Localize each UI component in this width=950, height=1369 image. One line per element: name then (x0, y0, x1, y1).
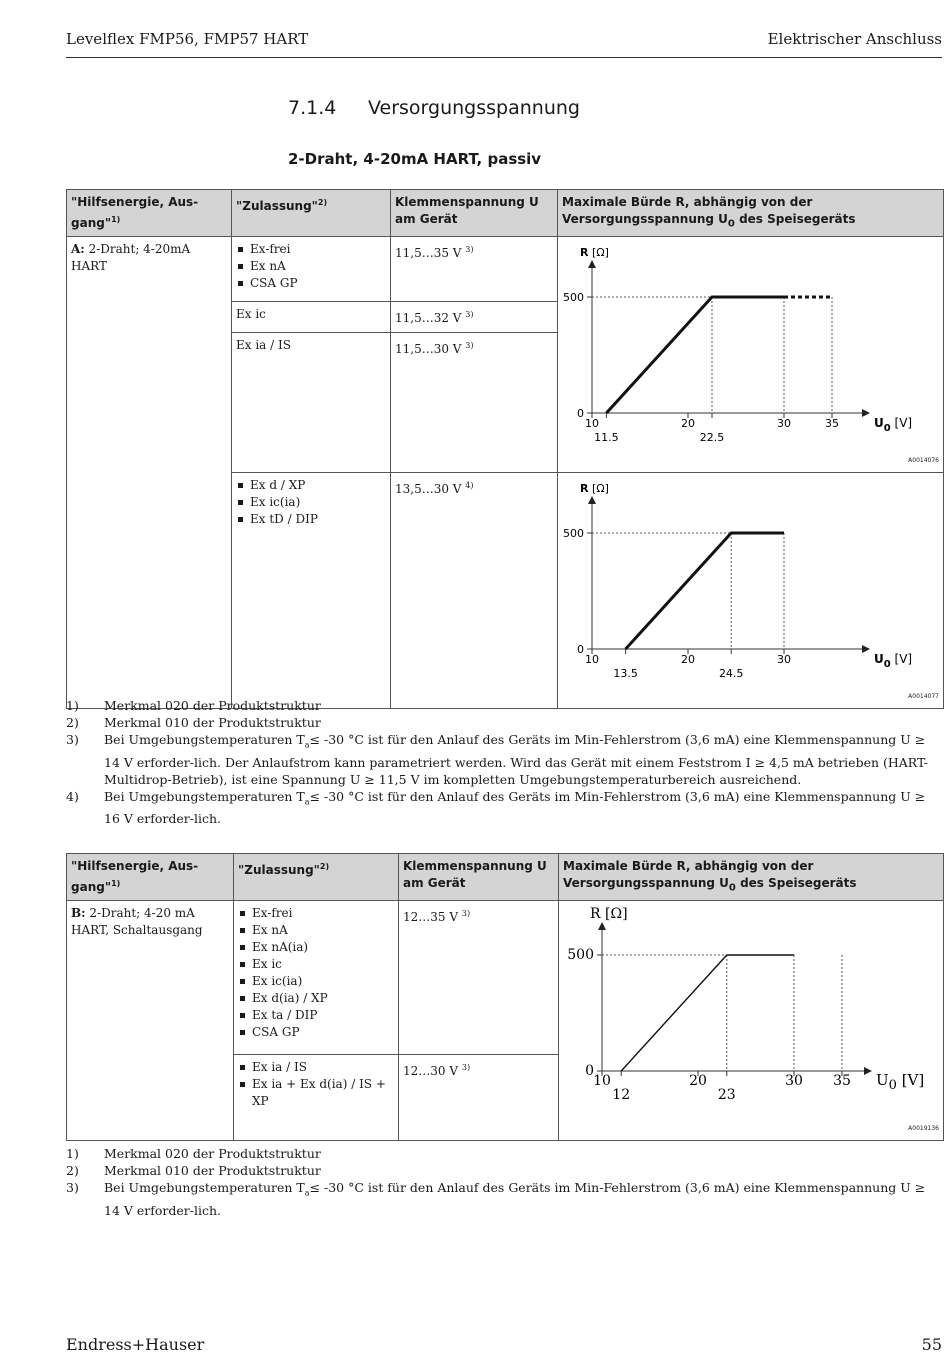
table-row (67, 901, 944, 1054)
footnote: 4) Bei Umgebungstemperaturen $T_a\le -30$ °C ist für den Anlauf des Geräts im Min-Fehlerstrom (3,6 mA) eine Klemmenspannung U ≥ 16 V erforder-lich. (66, 788, 926, 826)
x-extra-tick-label: 24.5 (718, 667, 744, 681)
list-item: Ex d / XP (236, 477, 386, 494)
footnote: 2) Merkmal 010 der Produktstruktur (66, 715, 321, 730)
x-extra-tick-label: 22.5 (699, 431, 725, 445)
header-terminal-voltage: Klemmenspannung U am Gerät (391, 190, 558, 237)
list-item: Ex-frei (236, 241, 386, 258)
load-chart-2 (562, 477, 946, 699)
footer-brand: Endress+Hauser (66, 1335, 205, 1354)
y-axis-arrow (588, 260, 596, 268)
x-tick-label: 20 (681, 653, 695, 667)
row-label-a: A: 2-Draht; 4-20mA HART (67, 237, 232, 709)
x-extra-tick-label: 13.5 (613, 667, 638, 681)
list-item: Ex nA (236, 258, 386, 275)
y-tick-label: 500 (563, 527, 584, 541)
footnote: 1) Merkmal 020 der Produktstruktur (66, 698, 321, 713)
list-item: Ex ia / IS (238, 1059, 394, 1076)
x-tick-label: 20 (689, 1073, 707, 1090)
header-max-load: Maximale Bürde R, abhängig von der Versorgungsspannung $U_0$ des Speisegeräts (558, 190, 944, 237)
header-power-output: "Hilfsenergie, Aus-gang"$^{1)}$ (67, 190, 232, 237)
supply-voltage-table-a (66, 189, 944, 709)
y-tick-label: 0 (577, 407, 584, 421)
approval-cell: Ex ia / IS (232, 333, 391, 473)
x-tick-label: 10 (585, 417, 599, 431)
figure-id: A0014076 (908, 457, 939, 465)
y-axis-label: R [Ω] (590, 906, 628, 923)
y-axis-arrow (588, 496, 596, 504)
running-header-chapter: Elektrischer Anschluss (767, 30, 942, 48)
x-axis-label: $U_0$ [V] (874, 652, 913, 671)
voltage-cell: 12…35 V $^{3)}$ (399, 901, 559, 1054)
x-tick-label: 30 (777, 417, 791, 431)
load-line (606, 297, 784, 413)
header-power-output: "Hilfsenergie, Aus-gang"$^{1)}$ (67, 854, 234, 901)
x-tick-label: 30 (785, 1073, 803, 1090)
list-item: Ex ta / DIP (238, 1007, 394, 1024)
footnotes-1 (66, 697, 936, 827)
section-heading (288, 97, 580, 119)
figure-id: A0019136 (908, 1125, 939, 1133)
voltage-cell: 11,5…35 V $^{3)}$ (391, 237, 558, 302)
header-rule (66, 57, 942, 58)
list-item: Ex nA (238, 922, 394, 939)
list-item: Ex-frei (238, 905, 394, 922)
list-item: Ex ic(ia) (236, 494, 386, 511)
approval-cell (232, 473, 391, 709)
voltage-cell: 11,5…32 V $^{3)}$ (391, 302, 558, 333)
x-extra-tick-label: 12 (612, 1087, 631, 1104)
figure-id: A0014077 (908, 693, 939, 701)
header-approval: "Zulassung"$^{2)}$ (234, 854, 399, 901)
list-item: Ex ic(ia) (238, 973, 394, 990)
list-item: CSA GP (238, 1024, 394, 1041)
header-terminal-voltage: Klemmenspannung U am Gerät (399, 854, 559, 901)
voltage-cell: 13,5…30 V $^{4)}$ (391, 473, 558, 709)
approval-cell (234, 901, 399, 1054)
load-chart-cell-1 (558, 237, 944, 473)
section-title: Versorgungsspannung (368, 97, 580, 119)
section-number: 7.1.4 (288, 97, 337, 119)
list-item: Ex tD / DIP (236, 511, 386, 528)
x-tick-label: 10 (585, 653, 599, 667)
approval-cell (234, 1054, 399, 1141)
footnotes-2 (66, 1145, 936, 1219)
header-approval: "Zulassung"$^{2)}$ (232, 190, 391, 237)
load-chart-1 (562, 241, 946, 463)
x-axis-arrow (862, 645, 870, 653)
load-line (626, 533, 784, 649)
x-axis-label: $U_0$ [V] (874, 416, 913, 435)
x-axis-arrow (862, 409, 870, 417)
x-extra-tick-label: 11.5 (594, 431, 619, 445)
table-row (67, 237, 944, 302)
row-label-b: B: 2-Draht; 4-20 mA HART, Schaltausgang (67, 901, 234, 1141)
x-axis-arrow (864, 1067, 872, 1075)
header-max-load: Maximale Bürde R, abhängig von der Versorgungsspannung $U_0$ des Speisegeräts (559, 854, 944, 901)
list-item: Ex ia + Ex d(ia) / IS + XP (238, 1076, 394, 1110)
load-chart-3 (563, 905, 946, 1131)
footnote: 2) Merkmal 010 der Produktstruktur (66, 1163, 321, 1178)
y-axis-arrow (598, 922, 606, 930)
table-header-row (67, 190, 944, 237)
approval-cell: Ex ic (232, 302, 391, 333)
subsection-title: 2-Draht, 4-20mA HART, passiv (288, 150, 542, 168)
footnote: 1) Merkmal 020 der Produktstruktur (66, 1146, 321, 1161)
y-tick-label: 500 (563, 291, 584, 305)
list-item: Ex nA(ia) (238, 939, 394, 956)
x-tick-label: 20 (681, 417, 695, 431)
footnote: 3) Bei Umgebungstemperaturen $T_a\le -30$ °C ist für den Anlauf des Geräts im Min-Fehlerstrom (3,6 mA) eine Klemmenspannung U ≥ 14 V erforder-lich. (66, 1180, 926, 1218)
list-item: Ex ic (238, 956, 394, 973)
y-tick-label: 0 (585, 1063, 594, 1080)
supply-voltage-table-b (66, 853, 944, 1141)
load-chart-cell-3 (559, 901, 944, 1141)
x-tick-label: 35 (833, 1073, 851, 1090)
x-tick-label: 10 (593, 1073, 611, 1090)
x-extra-tick-label: 23 (717, 1087, 736, 1104)
list-item: Ex d(ia) / XP (238, 990, 394, 1007)
list-item: CSA GP (236, 275, 386, 292)
footnote: 3) Bei Umgebungstemperaturen $T_a\le -30$ °C ist für den Anlauf des Geräts im Min-Fehlerstrom (3,6 mA) eine Klemmenspannung U ≥ 14 V erforder-lich. Der Anlaufstrom kann parametriert werden. Wird das Gerät mit einem Feststrom I ≥ 4,5 mA betrieben (HART-Multidrop-Betrieb), ist eine Spannung U ≥ 11,5 V im kompletten Umgebungstemperaturbereich ausreichend. (66, 732, 928, 787)
x-tick-label: 35 (825, 417, 839, 431)
table-header-row (67, 854, 944, 901)
approval-cell (232, 237, 391, 302)
voltage-cell: 12…30 V $^{3)}$ (399, 1054, 559, 1141)
voltage-cell: 11,5…30 V $^{3)}$ (391, 333, 558, 473)
x-axis-label: U0 [V] (876, 1071, 925, 1094)
load-chart-cell-2 (558, 473, 944, 709)
y-axis-label: R [Ω] (580, 482, 609, 496)
y-axis-label: R [Ω] (580, 246, 609, 260)
x-tick-label: 30 (777, 653, 791, 667)
y-tick-label: 0 (577, 643, 584, 657)
load-line (621, 955, 794, 1071)
page-number: 55 (921, 1335, 942, 1354)
y-tick-label: 500 (567, 947, 594, 964)
running-header-title: Levelflex FMP56, FMP57 HART (66, 30, 309, 48)
